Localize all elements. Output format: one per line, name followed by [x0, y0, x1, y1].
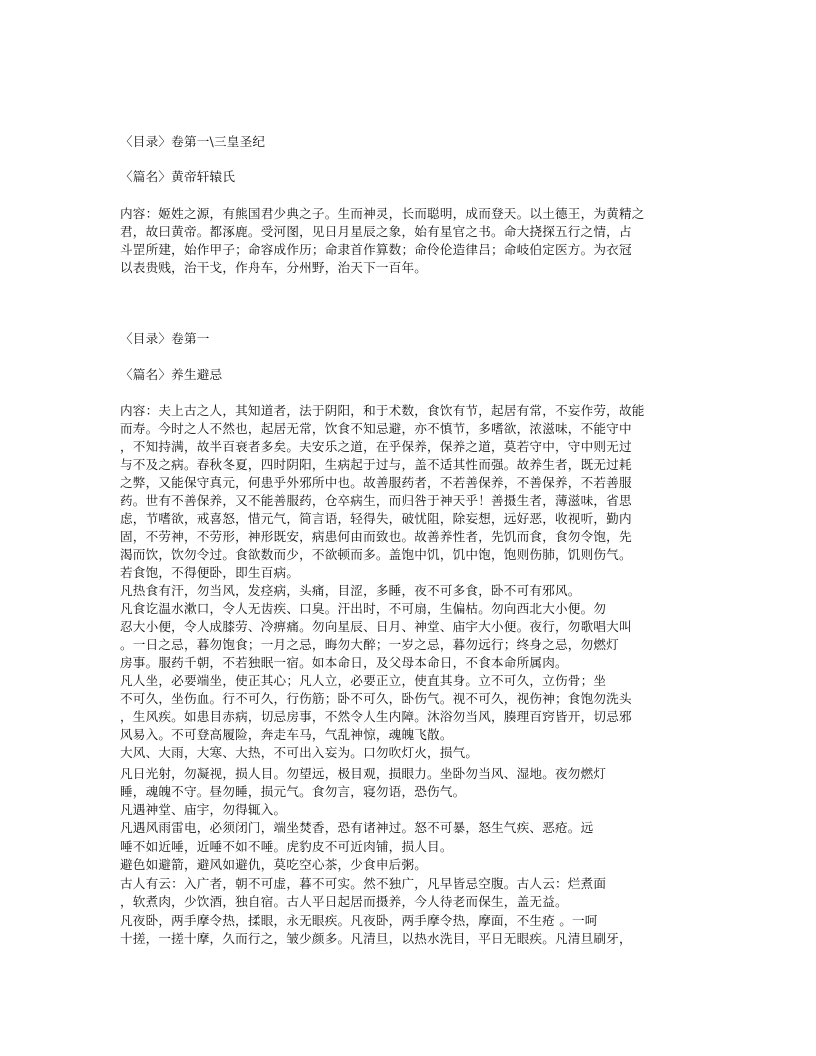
content-line: 内容：姬姓之源，有熊国君少典之子。生而神灵，长而聪明，成而登天。以土德王，为黄精之 — [120, 206, 645, 221]
content-line: 固，不劳神，不劳形，神形既安，病患何由而致也。故善养性者，先饥而食，食勿令饱，先 — [120, 529, 632, 544]
content-line: 凡人坐，必要端坐，使正其心；凡人立，必要正立，使直其身。立不可久，立伤骨；坐 — [120, 673, 607, 688]
content-line: 不可久，坐伤血。行不可久，行伤筋；卧不可久，卧伤气。视不可久，视伤神；食饱勿洗头 — [120, 691, 632, 706]
content-line: 君，故曰黄帝。都涿鹿。受河图，见日月星辰之象，始有星官之书。命大挠探五行之情，占 — [120, 224, 632, 239]
content-line: 而寿。今时之人不然也，起居无常，饮食不知忌避，亦不慎节，多嗜欲，浓滋味，不能守中 — [120, 421, 632, 436]
content-line: 若食饱，不得便卧，即生百病。 — [120, 565, 300, 580]
content-line: 大风、大雨，大寒、大热，不可出入妄为。口勿吹灯火，损气。 — [120, 745, 479, 760]
content-line: 药。世有不善保养，又不能善服药，仓卒病生，而归咎于神天乎！善摄生者，薄滋味，省思 — [120, 493, 632, 508]
content-line: 内容：夫上古之人，其知道者，法于阴阳，和于术数，食饮有节，起居有常，不妄作劳，故能 — [120, 403, 645, 418]
content-line: 凡食讫温水漱口，令人无齿疾、口臭。汗出时，不可扇，生偏枯。勿向西北大小便。勿 — [120, 601, 607, 616]
content-line: 房事。服药千朝，不若独眠一宿。如本命日，及父母本命日，不食本命所属肉。 — [120, 655, 568, 670]
content-line: 凡日光射，勿凝视，损人目。勿望远，极目观，损眼力。坐卧勿当风、湿地。夜勿燃灯 — [120, 766, 607, 781]
catalog-heading: 〈目录〉卷第一 — [120, 331, 210, 346]
content-line: 以表贵贱，治干戈，作舟车，分州野，治天下一百年。 — [120, 260, 428, 275]
content-line: ，生风疾。如患目赤病，切忌房事，不然令人生内障。沐浴勿当风，腠理百窍皆开，切忌邪 — [120, 709, 632, 724]
content-line: ，软煮肉，少饮酒，独自宿。古人平日起居而摄养，今人待老而保生，盖无益。 — [120, 894, 568, 909]
content-line: ，不知持满，故半百衰者多矣。夫安乐之道，在乎保养，保养之道，莫若守中，守中则无过 — [120, 439, 632, 454]
content-line: 凡遇风雨雷电，必须闭门，端坐焚香，恐有诸神过。怒不可暴，怒生气疾、恶疮。远 — [120, 820, 594, 835]
content-line: 唾不如近唾，近唾不如不唾。虎豹皮不可近肉铺，损人目。 — [120, 839, 453, 854]
content-line: 睡，魂魄不守。昼勿睡，损元气。食勿言，寝勿语，恐伤气。 — [120, 784, 466, 799]
content-line: 渴而饮，饮勿令过。食欲数而少，不欲顿而多。盖饱中饥，饥中饱，饱则伤肺，饥则伤气。 — [120, 547, 632, 562]
content-line: 与不及之病。春秋冬夏，四时阴阳，生病起于过与，盖不适其性而强。故养生者，既无过耗 — [120, 457, 632, 472]
content-line: 之弊，又能保守真元，何患乎外邪所中也。故善服药者，不若善保养，不善保养，不若善服 — [120, 475, 632, 490]
content-line: 十搓，一搓十摩，久而行之，皱少颜多。凡清旦，以热水洗目，平日无眼疾。凡清旦刷牙， — [120, 931, 632, 946]
content-line: 斗罡所建，始作甲子；命容成作历；命隶首作算数；命伶伦造律吕；命岐伯定医方。为衣冠 — [120, 242, 632, 257]
content-line: 忍大小便，令人成膝劳、冷痹痛。勿向星辰、日月、神堂、庙宇大小便。夜行，勿歌唱大叫 — [120, 619, 632, 634]
content-line: 凡遇神堂、庙宇，勿得辄入。 — [120, 802, 287, 817]
content-line: 风易入。不可登高履险，奔走车马，气乱神惊，魂魄飞散。 — [120, 727, 453, 742]
content-line: 古人有云：入广者，朝不可虚，暮不可实。然不独广，凡早皆忌空腹。古人云：烂煮面 — [120, 876, 607, 891]
article-title: 〈篇名〉养生避忌 — [120, 367, 223, 382]
content-line: 虑，节嗜欲，戒喜怒，惜元气，简言语，轻得失，破忧阻，除妄想，远好恶，收视听，勤内 — [120, 511, 632, 526]
catalog-heading: 〈目录〉卷第一\三皇圣纪 — [120, 134, 266, 149]
article-title: 〈篇名〉黄帝轩辕氏 — [120, 169, 236, 184]
content-line: 。一日之忌，暮勿饱食；一月之忌，晦勿大醉；一岁之忌，暮勿远行；终身之忌，勿燃灯 — [120, 637, 619, 652]
content-line: 凡夜卧，两手摩令热，揉眼，永无眼疾。凡夜卧，两手摩令热，摩面，不生疮 。一呵 — [120, 913, 598, 928]
content-line: 凡热食有汗，勿当风，发痉病，头痛，目涩，多睡，夜不可多食，卧不可有邪风。 — [120, 583, 581, 598]
content-line: 避色如避箭，避风如避仇，莫吃空心茶，少食申后粥。 — [120, 857, 428, 872]
